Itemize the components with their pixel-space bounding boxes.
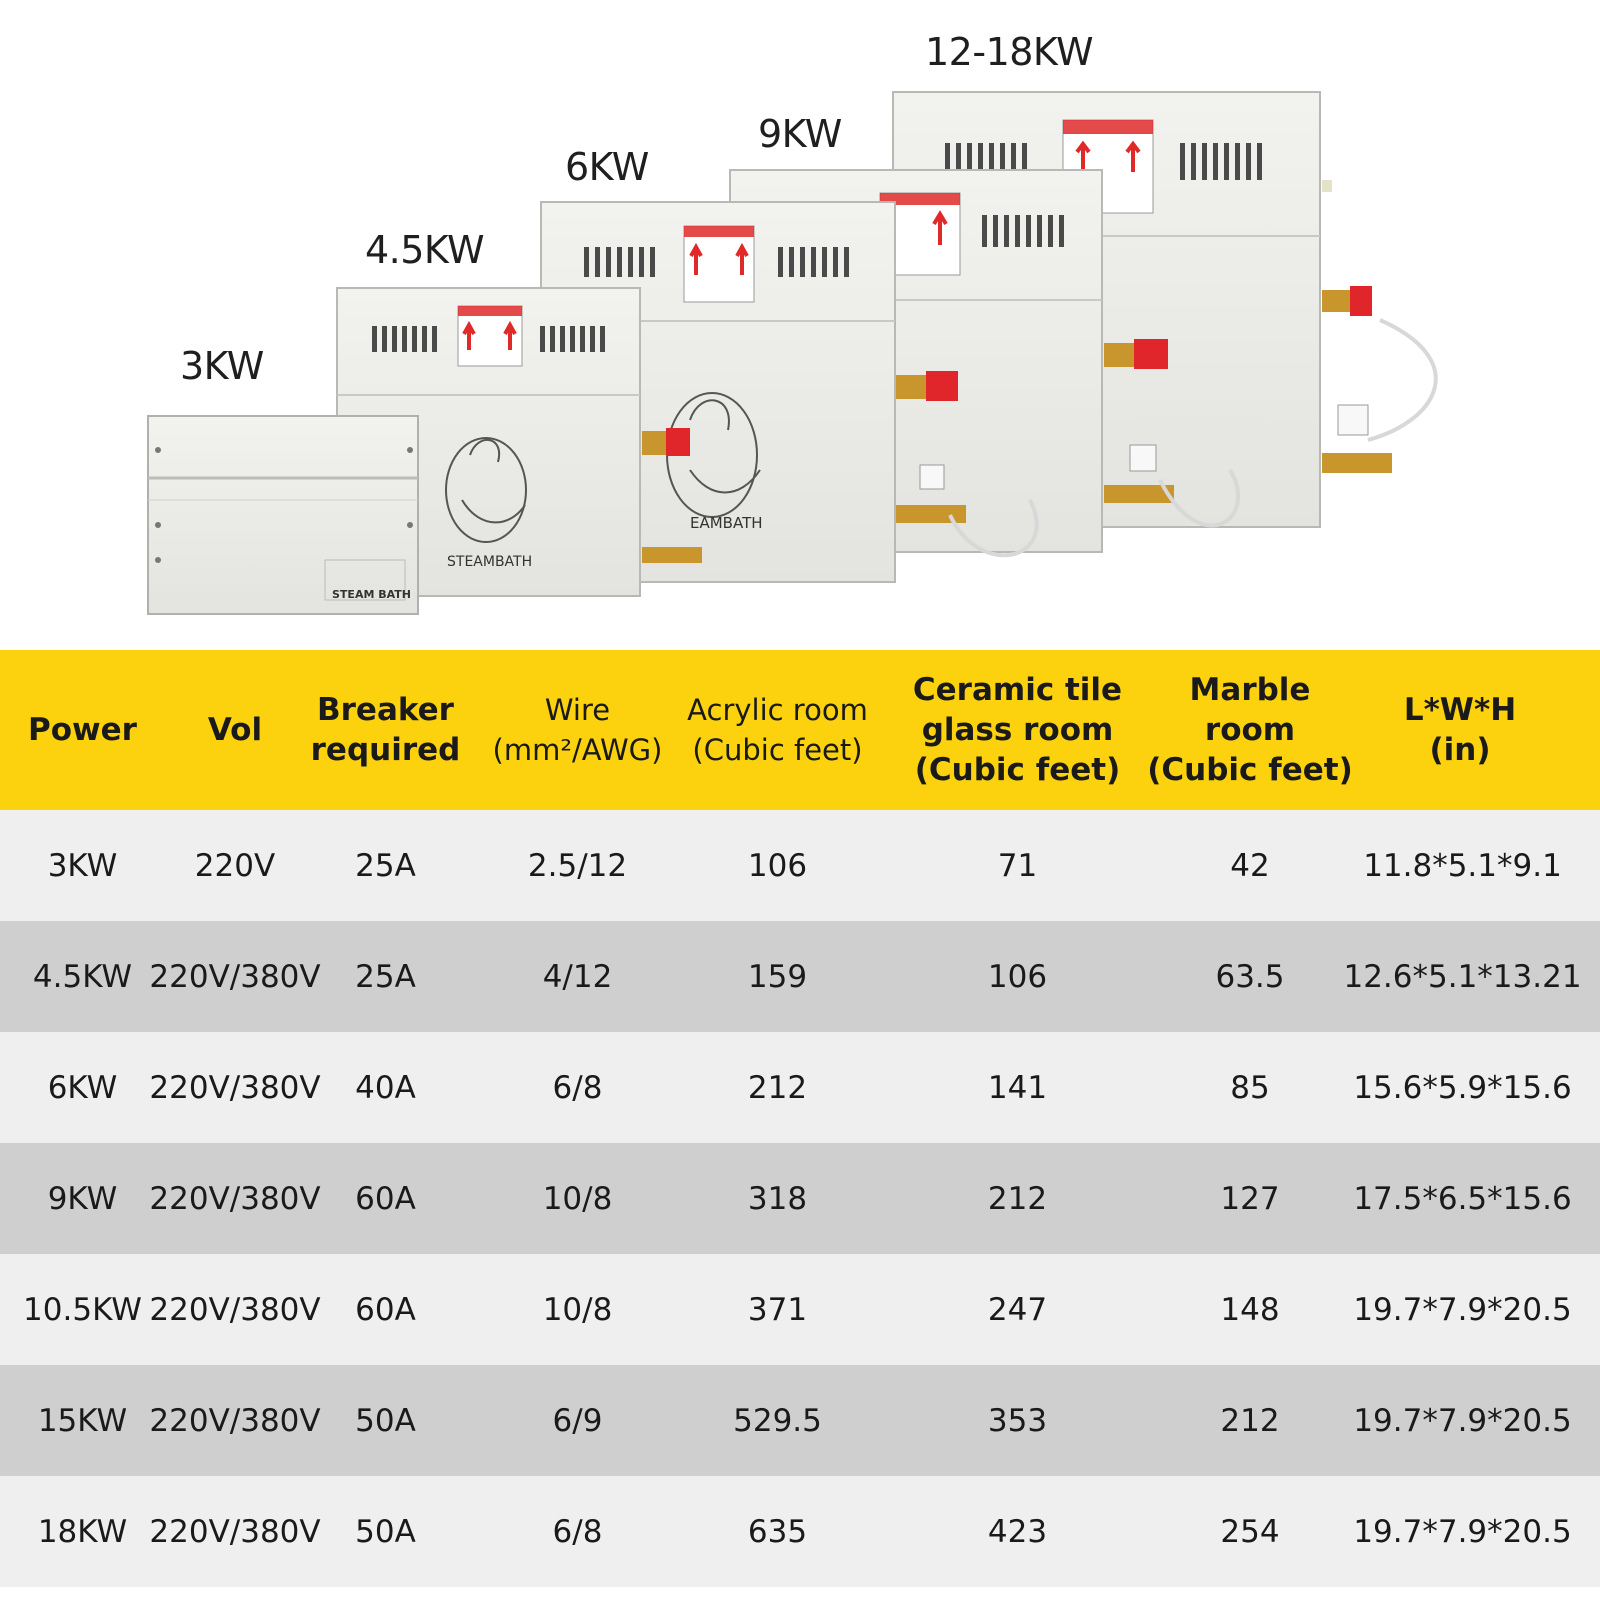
cell-acrylic: 106 (747, 847, 808, 884)
cell-acrylic: 159 (747, 958, 808, 995)
table-body (0, 810, 1600, 1587)
table-row (0, 1143, 1600, 1254)
unit-4-5kw-print: STEAMBATH (447, 554, 533, 570)
cell-dimensions: 19.7*7.9*20.5 (1353, 1291, 1572, 1328)
header-ceramic: Ceramic tile glass room (Cubic feet) (912, 672, 1123, 788)
table-row (0, 1032, 1600, 1143)
unit-label-6kw: 6KW (565, 145, 649, 189)
unit-label-9kw: 9KW (758, 112, 842, 156)
cell-vol: 220V/380V (149, 1513, 321, 1550)
cell-breaker: 60A (355, 1180, 416, 1217)
unit-6kw-print: EAMBATH (690, 514, 763, 532)
spec-table (0, 650, 1600, 1587)
cell-acrylic: 529.5 (733, 1402, 822, 1439)
cell-acrylic: 635 (747, 1513, 808, 1550)
cell-vol: 220V/380V (149, 1180, 321, 1217)
unit-label-4-5kw: 4.5KW (365, 228, 485, 272)
cell-wire: 10/8 (542, 1291, 613, 1328)
cell-wire: 10/8 (542, 1180, 613, 1217)
cell-ceramic: 353 (987, 1402, 1048, 1439)
header-wire: Wire (mm²/AWG) (492, 693, 663, 767)
cell-vol: 220V/380V (149, 958, 321, 995)
unit-3kw-print: STEAM BATH (332, 588, 411, 601)
cell-ceramic: 423 (987, 1513, 1048, 1550)
cell-wire: 6/8 (552, 1513, 603, 1550)
cell-marble: 42 (1230, 847, 1270, 884)
cell-wire: 6/8 (552, 1069, 603, 1106)
header-power: Power (28, 712, 137, 748)
unit-label-3kw: 3KW (180, 344, 264, 388)
unit-label-12-18kw: 12-18KW (925, 30, 1094, 74)
cell-vol: 220V/380V (149, 1402, 321, 1439)
header-vol: Vol (207, 712, 263, 748)
cell-wire: 2.5/12 (527, 847, 628, 884)
header-acrylic: Acrylic room (Cubic feet) (687, 693, 868, 767)
cell-dimensions: 11.8*5.1*9.1 (1363, 847, 1562, 884)
cell-vol: 220V/380V (149, 1069, 321, 1106)
header-dimensions: L*W*H (in) (1403, 692, 1517, 768)
header-marble: Marble room (Cubic feet) (1147, 672, 1353, 788)
cell-marble: 254 (1220, 1513, 1280, 1550)
cell-marble: 63.5 (1215, 958, 1285, 995)
cell-power: 9KW (47, 1180, 118, 1217)
cell-acrylic: 318 (747, 1180, 808, 1217)
cell-marble: 212 (1220, 1402, 1280, 1439)
table-row (0, 1254, 1600, 1365)
cell-dimensions: 12.6*5.1*13.21 (1343, 958, 1582, 995)
cell-ceramic: 71 (997, 847, 1038, 884)
cell-breaker: 40A (355, 1069, 416, 1106)
cell-acrylic: 212 (747, 1069, 808, 1106)
unit-3kw (148, 416, 418, 614)
header-breaker: Breaker required (310, 692, 461, 768)
table-row (0, 921, 1600, 1032)
steam-generator-illustration (0, 0, 1600, 640)
cell-breaker: 25A (355, 958, 416, 995)
cell-power: 18KW (37, 1513, 128, 1550)
table-row (0, 1476, 1600, 1587)
cell-ceramic: 247 (987, 1291, 1048, 1328)
cell-vol: 220V/380V (149, 1291, 321, 1328)
cell-power: 15KW (37, 1402, 128, 1439)
cell-dimensions: 19.7*7.9*20.5 (1353, 1402, 1572, 1439)
cell-wire: 4/12 (542, 958, 613, 995)
cell-breaker: 25A (355, 847, 416, 884)
cell-breaker: 50A (355, 1402, 416, 1439)
cell-dimensions: 15.6*5.9*15.6 (1353, 1069, 1572, 1106)
table-row (0, 810, 1600, 921)
cell-dimensions: 19.7*7.9*20.5 (1353, 1513, 1572, 1550)
cell-marble: 127 (1220, 1180, 1280, 1217)
cell-breaker: 50A (355, 1513, 416, 1550)
cell-wire: 6/9 (552, 1402, 603, 1439)
cell-power: 10.5KW (23, 1291, 142, 1328)
cell-marble: 148 (1220, 1291, 1280, 1328)
cell-marble: 85 (1230, 1069, 1270, 1106)
cell-ceramic: 212 (987, 1180, 1048, 1217)
cell-ceramic: 106 (987, 958, 1048, 995)
cell-vol: 220V (194, 847, 276, 884)
table-header (0, 650, 1600, 810)
table-row (0, 1365, 1600, 1476)
cell-acrylic: 371 (747, 1291, 808, 1328)
cell-breaker: 60A (355, 1291, 416, 1328)
cell-power: 3KW (47, 847, 118, 884)
cell-ceramic: 141 (987, 1069, 1048, 1106)
cell-power: 4.5KW (32, 958, 133, 995)
cell-power: 6KW (47, 1069, 118, 1106)
cell-dimensions: 17.5*6.5*15.6 (1353, 1180, 1572, 1217)
